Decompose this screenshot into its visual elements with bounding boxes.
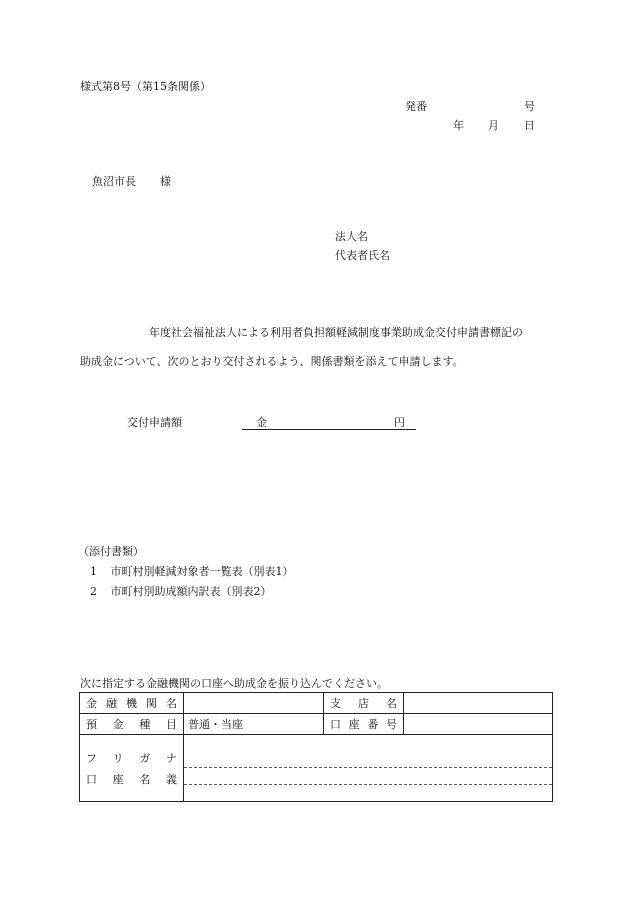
branch-label: 支 店 名 <box>330 697 397 710</box>
account-type-value[interactable]: 普通・当座 <box>184 714 324 735</box>
account-number-input[interactable] <box>404 714 553 735</box>
representative-name-label: 代表者氏名 <box>335 249 390 262</box>
account-number-label: 口 座 番 号 <box>330 718 397 731</box>
amount-label: 交付申請額 <box>127 416 182 429</box>
addressee-name: 魚沼市長 <box>92 175 136 188</box>
bank-row-holder <box>80 735 553 802</box>
account-type-label: 預 金 種 目 <box>86 718 177 731</box>
account-type-label-cell <box>80 714 184 735</box>
addressee-honorific: 様 <box>160 175 171 188</box>
bank-instruction: 次に指定する金融機関の口座へ助成金を振り込んでください。 <box>80 677 388 690</box>
holder-name-input[interactable] <box>184 768 552 785</box>
date-month: 月 <box>488 119 499 132</box>
issue-number-suffix: 号 <box>524 100 535 113</box>
date-day: 日 <box>524 119 535 132</box>
attachment-item-text: 市町村別軽減対象者一覧表（別表1） <box>110 565 294 578</box>
account-number-label-cell <box>324 714 404 735</box>
holder-label-cell <box>80 735 184 802</box>
attachment-item-number: 1 <box>90 565 97 578</box>
bank-row-institution <box>80 693 553 714</box>
corporation-name-label: 法人名 <box>335 230 368 243</box>
issue-number-label: 発番 <box>405 100 427 113</box>
amount-field <box>242 415 416 430</box>
form-number: 様式第8号（第15条関係） <box>80 80 211 93</box>
bank-account-table <box>79 692 553 802</box>
branch-input[interactable] <box>404 693 553 714</box>
furigana-input[interactable] <box>184 751 552 768</box>
attachment-item-number: 2 <box>90 585 97 598</box>
institution-input[interactable] <box>184 693 324 714</box>
holder-input-cell <box>184 735 553 802</box>
attachment-item-1 <box>90 566 294 577</box>
amount-suffix: 円 <box>394 416 405 429</box>
holder-label: 口 座 名 義 <box>86 772 177 786</box>
attachment-item-2 <box>90 586 272 597</box>
body-text-line2: 助成金について、次のとおり交付されるよう、関係書類を添えて申請します。 <box>80 355 464 368</box>
institution-label: 金 融 機 関 名 <box>86 697 177 710</box>
bank-row-account <box>80 714 553 735</box>
date-year: 年 <box>453 119 464 132</box>
furigana-label: フ リ ガ ナ <box>86 751 177 765</box>
amount-prefix: 金 <box>256 416 267 429</box>
institution-label-cell <box>80 693 184 714</box>
attachments-title: （添付書類） <box>78 545 144 558</box>
branch-label-cell <box>324 693 404 714</box>
attachment-item-text: 市町村別助成額内訳表（別表2） <box>110 585 272 598</box>
body-text-line1: 年度社会福祉法人による利用者負担額軽減制度事業助成金交付申請書標記の <box>149 326 523 339</box>
